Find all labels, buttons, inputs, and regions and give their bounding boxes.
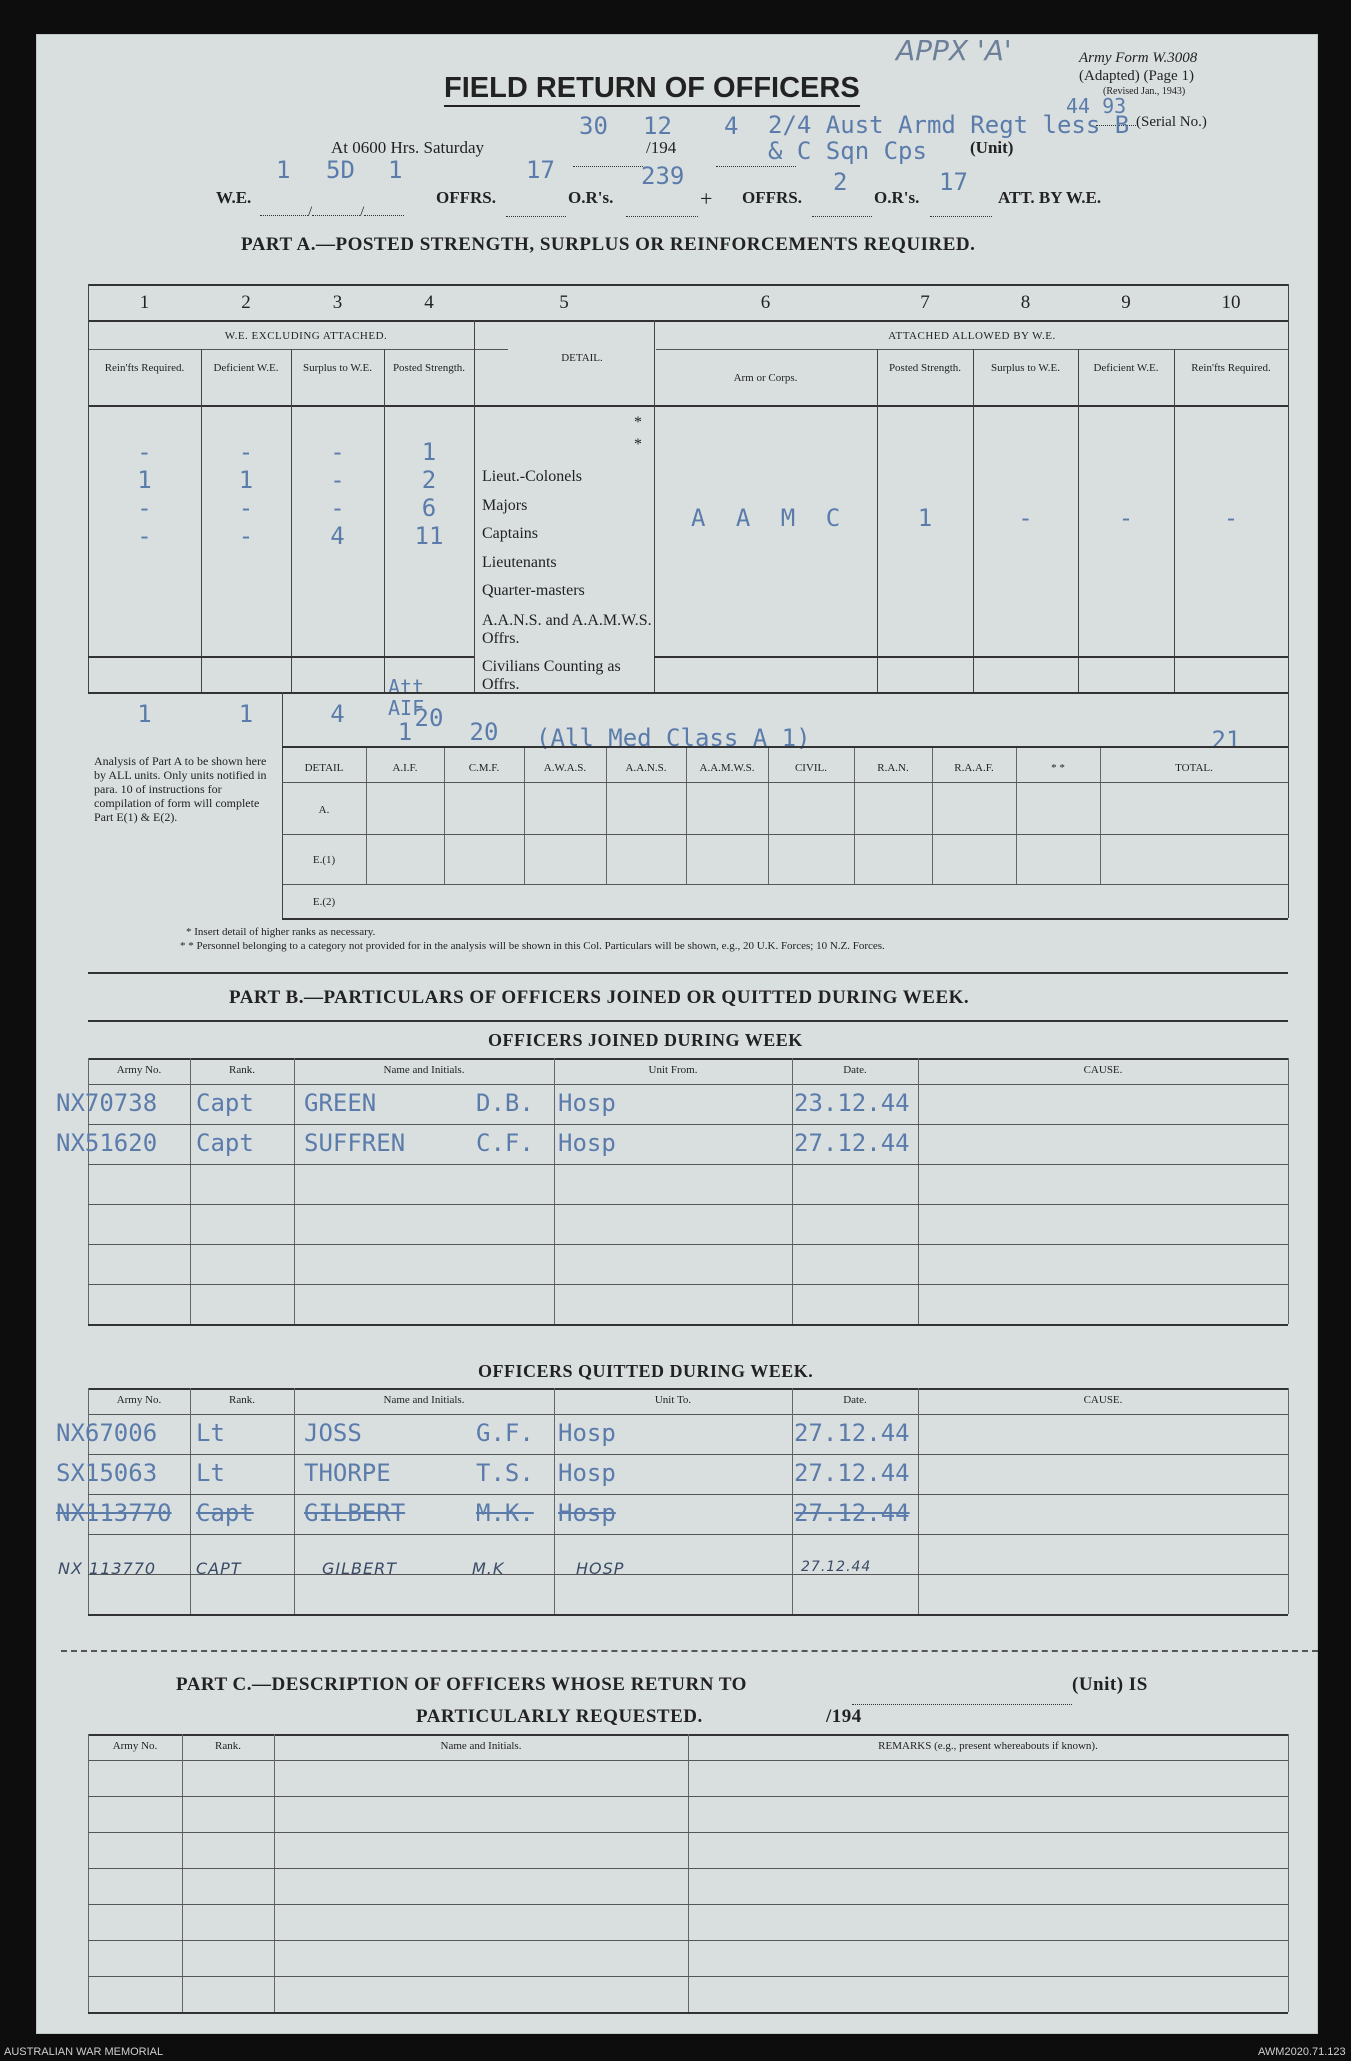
joined-header-1: Army No. <box>116 1064 162 1076</box>
quitted-date-3: 27.12.44 <box>794 1499 910 1527</box>
part-a-header-6: Posted Strength. <box>888 362 962 374</box>
column-number-1: 1 <box>139 292 150 313</box>
part-a-value-r3-c1: - <box>137 494 152 522</box>
part-c-year: /194 <box>826 1706 862 1727</box>
part-a-header-8: Deficient W.E. <box>1093 362 1159 374</box>
rank-4: Lieutenants <box>482 554 557 571</box>
partc-vline-1 <box>182 1734 183 2012</box>
ors2-value: 17 <box>939 168 968 196</box>
offrs2-label: OFFRS. <box>742 188 802 207</box>
joined-date-1: 23.12.44 <box>794 1089 910 1117</box>
quitted-row-line-4 <box>88 1574 1288 1575</box>
analysis-header-6: A.A.M.W.S. <box>699 762 755 774</box>
part-a-value-r4-c3: 4 <box>330 522 345 550</box>
quitted-unit-3: Hosp <box>558 1499 616 1527</box>
joined-rank-1: Capt <box>196 1089 254 1117</box>
quitted-rank-3: Capt <box>196 1499 254 1527</box>
partc-row-line-6 <box>88 1976 1288 1977</box>
part-a-value-r1-c3: - <box>330 438 345 466</box>
we-2: 5D <box>326 156 355 184</box>
footer-credit: AUSTRALIAN WAR MEMORIAL <box>4 2046 164 2058</box>
analysis-total: 21 <box>1211 726 1241 754</box>
serial-label: (Serial No.) <box>1136 114 1207 130</box>
group-right-header: ATTACHED ALLOWED BY W.E. <box>888 330 1056 342</box>
star-1: * <box>634 414 642 431</box>
attached-arm: A A M C <box>691 504 849 532</box>
part-a-header-1: Rein'fts Required. <box>104 362 185 374</box>
joined-initials-2: C.F. <box>476 1129 534 1157</box>
quitted-unit-2: Hosp <box>558 1459 616 1487</box>
part-a-header-4: Posted Strength. <box>392 362 466 374</box>
quitted-army-no-2: SX15063 <box>56 1459 158 1487</box>
analysis-note: Analysis of Part A to be shown here by ALL units. Only units notified in para. 10 of instructions for compilation of form will complete Part E(1) & E(2). <box>94 754 267 824</box>
analysis-aif-top: AIF <box>388 696 425 720</box>
quitted-row-line-3 <box>88 1534 1288 1535</box>
quitted-top <box>88 1388 1288 1390</box>
att-label: ATT. BY W.E. <box>998 188 1102 207</box>
analysis-row-e1-bottom <box>282 884 1288 885</box>
serial-number: 44 93 <box>1066 94 1127 118</box>
joined-date-2: 27.12.44 <box>794 1129 910 1157</box>
quitted-date-2: 27.12.44 <box>794 1459 910 1487</box>
partc-vline-4 <box>1288 1734 1289 2012</box>
partc-bottom <box>88 2012 1288 2014</box>
analysis-bottom <box>282 918 1288 920</box>
star-2: * <box>634 436 642 453</box>
quitted-rank-2: Lt <box>196 1459 225 1487</box>
part-a-value-r3-c2: - <box>238 494 254 522</box>
at-year: 4 <box>724 112 739 140</box>
attached-surplus: - <box>1018 504 1033 532</box>
quitted-header-5: Date. <box>843 1394 867 1406</box>
quitted-vline-3 <box>554 1388 555 1614</box>
attached-reinfts: - <box>1223 504 1239 532</box>
rank-6: A.A.N.S. and A.A.M.W.S. Offrs. <box>482 612 652 647</box>
group-left-header: W.E. EXCLUDING ATTACHED. <box>224 330 388 342</box>
quitted-initials-2: T.S. <box>476 1459 534 1487</box>
hw-army-no: NX 113770 <box>58 1559 157 1578</box>
offrs2-value: 2 <box>833 168 848 196</box>
part-a-total-1: 1 <box>137 700 152 728</box>
quitted-rank-1: Lt <box>196 1419 225 1447</box>
quitted-vline-1 <box>190 1388 191 1614</box>
part-a-value-r3-c3: - <box>330 494 345 522</box>
part-a-value-r2-c2: 1 <box>238 466 254 494</box>
footer-id: AWM2020.71.123 <box>1258 2046 1346 2058</box>
partc-vline-0 <box>88 1734 89 2012</box>
appendix-annotation: APPX 'A' <box>896 34 1012 67</box>
analysis-header-top <box>282 746 1288 748</box>
part-a-value-r4-c1: - <box>137 522 152 550</box>
hw-initials: M.K <box>472 1559 505 1578</box>
part-c-title-1: PART C.—DESCRIPTION OF OFFICERS WHOSE RETURN TO <box>176 1674 747 1695</box>
plus-sign: + <box>700 186 713 211</box>
joined-row-line-1 <box>88 1124 1288 1125</box>
joined-header-6: CAUSE. <box>1083 1064 1123 1076</box>
unit-label: (Unit) <box>970 138 1014 157</box>
joined-row-line-3 <box>88 1204 1288 1205</box>
ors-label: O.R's. <box>568 188 614 207</box>
joined-rank-2: Capt <box>196 1129 254 1157</box>
quitted-vline-6 <box>1288 1388 1289 1614</box>
part-a-value-r1-c4: 1 <box>421 438 437 466</box>
form-adapted: (Adapted) (Page 1) <box>1079 68 1194 84</box>
joined-title: OFFICERS JOINED DURING WEEK <box>488 1030 803 1050</box>
quitted-name-1: JOSS <box>304 1419 362 1447</box>
rank-1: Lieut.-Colonels <box>482 468 582 485</box>
joined-top <box>88 1058 1288 1060</box>
hw-name: GILBERT <box>322 1559 398 1578</box>
attached-posted: 1 <box>917 504 933 532</box>
partc-row-line-1 <box>88 1796 1288 1797</box>
column-number-6: 6 <box>760 292 771 313</box>
joined-initials-1: D.B. <box>476 1089 534 1117</box>
column-number-8: 8 <box>1020 292 1031 313</box>
column-number-9: 9 <box>1121 292 1131 313</box>
part-c-unit-is: (Unit) IS <box>1072 1674 1148 1695</box>
partc-row-line-4 <box>88 1904 1288 1905</box>
analysis-aif: 20 <box>469 718 499 746</box>
partc-vline-3 <box>688 1734 689 2012</box>
joined-army-no-1: NX70738 <box>56 1089 158 1117</box>
partc-header-3: Name and Initials. <box>440 1740 522 1752</box>
we-1: 1 <box>276 156 291 184</box>
part-a-header-9: Rein'fts Required. <box>1191 362 1271 374</box>
footnote-1: * Insert detail of higher ranks as necessary. <box>186 926 376 938</box>
analysis-header-5: A.A.N.S. <box>625 762 667 774</box>
att-note: Att <box>388 675 425 699</box>
analysis-row-a-bottom <box>282 834 1288 835</box>
quitted-name-3: GILBERT <box>304 1499 406 1527</box>
partc-header-2: Rank. <box>215 1740 241 1752</box>
part-a-header-5: Arm or Corps. <box>733 372 798 384</box>
joined-header-bottom <box>88 1084 1288 1085</box>
analysis-med-note: (All Med Class A 1) <box>536 724 811 752</box>
quitted-vline-5 <box>918 1388 919 1614</box>
form-revised: (Revised Jan., 1943) <box>1103 86 1186 97</box>
quitted-army-no-1: NX67006 <box>56 1419 158 1447</box>
joined-header-4: Unit From. <box>648 1064 698 1076</box>
joined-header-2: Rank. <box>229 1064 255 1076</box>
quitted-vline-4 <box>792 1388 793 1614</box>
partc-row-line-3 <box>88 1868 1288 1869</box>
column-number-7: 7 <box>920 292 930 313</box>
joined-name-2: SUFFREN <box>304 1129 406 1157</box>
part-a-header-2: Deficient W.E. <box>213 362 279 374</box>
analysis-header-1: DETAIL <box>304 762 344 774</box>
part-c-title-2: PARTICULARLY REQUESTED. <box>416 1706 703 1727</box>
hw-date: 27.12.44 <box>801 1559 872 1575</box>
column-number-4: 4 <box>424 292 434 313</box>
partc-header-1: Army No. <box>112 1740 158 1752</box>
quitted-vline-2 <box>294 1388 295 1614</box>
analysis-header-7: CIVIL. <box>794 762 828 774</box>
joined-vline-6 <box>1288 1058 1289 1324</box>
rank-2: Majors <box>482 497 528 514</box>
analysis-right-edge <box>1288 692 1289 918</box>
year-prefix: /194 <box>646 138 677 157</box>
joined-row-line-4 <box>88 1244 1288 1245</box>
part-a-value-r2-c1: 1 <box>137 466 152 494</box>
analysis-header-11: TOTAL. <box>1175 762 1213 774</box>
part-a-total-2: 1 <box>238 700 254 728</box>
part-b-title: PART B.—PARTICULARS OF OFFICERS JOINED OR QUITTED DURING WEEK. <box>229 987 970 1008</box>
joined-bottom <box>88 1324 1288 1326</box>
part-a-value-r4-c4: 11 <box>414 522 444 550</box>
part-a-title: PART A.—POSTED STRENGTH, SURPLUS OR REINFORCEMENTS REQUIRED. <box>241 234 976 255</box>
joined-row-line-2 <box>88 1164 1288 1165</box>
column-number-10: 10 <box>1221 292 1241 313</box>
quitted-header-1: Army No. <box>116 1394 162 1406</box>
part-a-header-7: Surplus to W.E. <box>990 362 1061 374</box>
quitted-header-6: CAUSE. <box>1083 1394 1123 1406</box>
hw-unit: HOSP <box>576 1559 625 1578</box>
offrs-label: OFFRS. <box>436 188 496 207</box>
quitted-title: OFFICERS QUITTED DURING WEEK. <box>478 1361 814 1381</box>
at-month: 12 <box>643 112 672 140</box>
quitted-header-bottom <box>88 1414 1288 1415</box>
part-a-value-r4-c2: - <box>238 522 254 550</box>
analysis-header-bottom <box>282 782 1288 783</box>
partc-header-4: REMARKS (e.g., present whereabouts if known). <box>878 1740 1098 1752</box>
quitted-header-3: Name and Initials. <box>383 1394 465 1406</box>
quitted-initials-3: M.K. <box>476 1499 534 1527</box>
partc-vline-2 <box>274 1734 275 2012</box>
ors-value: 239 <box>641 162 685 190</box>
rank-3: Captains <box>482 525 538 542</box>
quitted-unit-1: Hosp <box>558 1419 616 1447</box>
unit-name: 2/4 Aust Armd Regt less B & C Sqn Cps <box>768 111 1130 165</box>
joined-unit-1: Hosp <box>558 1089 616 1117</box>
quitted-army-no-3: NX113770 <box>56 1499 172 1527</box>
part-a-value-r2-c3: - <box>330 466 345 494</box>
part-a-header-3: Surplus to W.E. <box>302 362 373 374</box>
joined-row-line-5 <box>88 1284 1288 1285</box>
column-number-2: 2 <box>241 292 251 313</box>
rank-7: Civilians Counting as Offrs. <box>482 658 621 693</box>
hw-rank: CAPT <box>196 1559 242 1578</box>
joined-name-1: GREEN <box>304 1089 377 1117</box>
quitted-bottom <box>88 1614 1288 1616</box>
part-a-value-r2-c4: 2 <box>421 466 437 494</box>
quitted-header-4: Unit To. <box>654 1394 692 1406</box>
part-a-total-3: 4 <box>330 700 345 728</box>
form-page: APPX 'A' Army Form W.3008 (Adapted) (Page 1) (Revised Jan., 1943) 44 93 (Serial No.) FIELD RETURN OF OFFICERS 30 12 4 2/4 Aust Armd Regt less B & C Sqn Cps At 0600 Hrs. Saturday /194 (Unit) 1 5D 1 17 239 2 17 W.E. / / OFFRS. O.R's. + OFFRS. O.R's. ATT. BY W.E. PART A.—POSTED STRENGTH, SURPLUS OR REINFORCEMENTS REQUIRED. W.E. EXCLUDING ATTACHED. ATTACHED ALLOWED BY W.E. DETAIL. * * A A M C 1 - - - Att Analysis of Part A to be shown here by ALL units. Only units notified in para. 10 of instructions for compilation of form will complete Part E(1) & E(2). AIF 1 20 (All Med Class A 1) 21 * Insert detail of higher ranks as necessary. * * Personnel belonging to a category not provided for in the analysis will be shown in this Col. Particulars will be shown, e.g., 20 U.K. Forces; 10 N.Z. Forces. PART B.—PARTICULARS OF OFFICERS JOINED OR QUITTED DURING WEEK. OFFICERS JOINED DURING WEEK OFFICERS QUITTED DURING WEEK. NX 113770 CAPT GILBERT M.K HOSP 27.12.44 PART C.—DESCRIPTION OF OFFICERS WHOSE RETURN TO (Unit) IS PARTICULARLY REQUESTED. /194 1 2 3 4 5 6 7 8 9 10 Rein'fts Required. Deficient W.E. Surplus to W.E. Posted Strength. Arm or Corps. Posted Strength. Surplus to W.E. Deficient W.E. Rein'fts Required. Lieut.-Colonels Majors Captains Lieutenants Quarter-masters A.A.N.S. and A.A.M.W.S. Offrs. Civilians Counting as Offrs. - - - 1 1 1 - 2 - - - 6 - - 4 11 1 1 4 20 DETAIL A.I.F. C.M.F. A.W.A.S. A.A.N.S. A.A.M.W.S. CIVIL. R.A.N. R.A.A.F. * * TOTAL. A. E.(1) E.(2) Army No. Rank. Name and Initials. Unit From. Date. CAUSE. NX70738 Capt GREEN D.B. Hosp 23.12.44 NX51620 Capt SUFFREN C.F. Hosp 27.12.44 Army No. Rank. Name and Initials. Unit To. Date. CAUSE. NX67006 Lt JOSS G.F. Hosp 27.12.44 SX15063 Lt THORPE T.S. Hosp 27.12.44 NX113770 Capt GILBERT M.K. Hosp 27.12.44 Army No. Rank. Name and Initials. REMARKS (e.g., present whereabouts if known). <box>36 34 1318 2034</box>
at-label: At 0600 Hrs. Saturday <box>331 138 484 157</box>
joined-army-no-2: NX51620 <box>56 1129 158 1157</box>
analysis-header-8: R.A.N. <box>877 762 909 774</box>
part-a-total-4: 20 <box>414 704 444 732</box>
joined-header-5: Date. <box>843 1064 867 1076</box>
ors2-label: O.R's. <box>874 188 920 207</box>
column-number-3: 3 <box>332 292 343 313</box>
form-number: Army Form W.3008 <box>1079 50 1198 66</box>
analysis-row-3: E.(2) <box>312 896 336 908</box>
we-label: W.E. <box>216 188 252 207</box>
we-3: 1 <box>388 156 403 184</box>
partc-row-line-2 <box>88 1832 1288 1833</box>
quitted-name-2: THORPE <box>304 1459 391 1487</box>
rank-5: Quarter-masters <box>482 582 585 599</box>
joined-header-3: Name and Initials. <box>383 1064 465 1076</box>
part-a-value-r3-c4: 6 <box>421 494 437 522</box>
quitted-header-2: Rank. <box>229 1394 255 1406</box>
analysis-header-9: R.A.A.F. <box>954 762 994 774</box>
offrs-value: 17 <box>526 156 555 184</box>
attached-deficient: - <box>1118 504 1134 532</box>
analysis-header-3: C.M.F. <box>468 762 500 774</box>
page-title: FIELD RETURN OF OFFICERS <box>444 72 860 107</box>
part-a-value-r1-c2: - <box>238 438 254 466</box>
quitted-date-1: 27.12.44 <box>794 1419 910 1447</box>
part-a-value-r1-c1: - <box>137 438 152 466</box>
quitted-row-line-1 <box>88 1454 1288 1455</box>
quitted-row-line-2 <box>88 1494 1288 1495</box>
analysis-header-4: A.W.A.S. <box>543 762 587 774</box>
analysis-row-2: E.(1) <box>312 854 336 866</box>
footnote-2: * * Personnel belonging to a category not provided for in the analysis will be shown in this Col. Particulars will be shown, e.g., 20 U.K. Forces; 10 N.Z. Forces. <box>180 940 885 952</box>
analysis-header-10: * * <box>1051 762 1065 774</box>
partc-row-line-5 <box>88 1940 1288 1941</box>
at-day: 30 <box>579 112 608 140</box>
joined-unit-2: Hosp <box>558 1129 616 1157</box>
analysis-row-1: A. <box>318 804 330 816</box>
column-number-5: 5 <box>559 292 569 313</box>
detail-header: DETAIL. <box>561 352 603 364</box>
analysis-header-2: A.I.F. <box>392 762 418 774</box>
quitted-initials-1: G.F. <box>476 1419 534 1447</box>
analysis-aif-extra: 1 <box>397 718 413 746</box>
